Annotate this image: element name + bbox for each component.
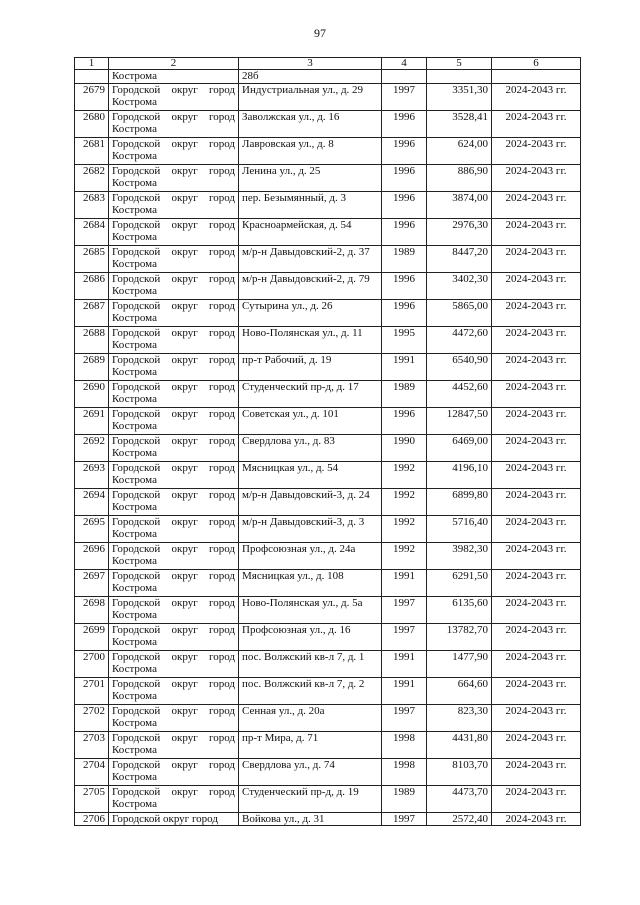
period-cell: 2024-2043 гг. bbox=[492, 137, 581, 164]
area-cell: 4452,60 bbox=[427, 380, 492, 407]
row-number-cell: 2702 bbox=[75, 704, 109, 731]
row-number-cell: 2693 bbox=[75, 461, 109, 488]
year-cell: 1997 bbox=[382, 812, 427, 826]
owner-cell: Городской округ город Кострома bbox=[109, 137, 239, 164]
owner-cell: Городской округ город Кострома bbox=[109, 515, 239, 542]
owner-cell: Городской округ город Кострома bbox=[109, 434, 239, 461]
year-cell: 1996 bbox=[382, 164, 427, 191]
area-cell: 2572,40 bbox=[427, 812, 492, 826]
area-cell: 664,60 bbox=[427, 677, 492, 704]
period-cell: 2024-2043 гг. bbox=[492, 380, 581, 407]
table-row bbox=[75, 623, 581, 650]
table-row bbox=[75, 164, 581, 191]
year-cell: 1992 bbox=[382, 542, 427, 569]
area-cell: 1477,90 bbox=[427, 650, 492, 677]
period-cell: 2024-2043 гг. bbox=[492, 353, 581, 380]
row-number-cell: 2691 bbox=[75, 407, 109, 434]
year-cell: 1997 bbox=[382, 704, 427, 731]
row-number-cell: 2682 bbox=[75, 164, 109, 191]
row-number-cell: 2704 bbox=[75, 758, 109, 785]
table-row bbox=[75, 758, 581, 785]
period-cell: 2024-2043 гг. bbox=[492, 758, 581, 785]
address-cell: Красноармейская, д. 54 bbox=[239, 218, 382, 245]
column-number-header-row bbox=[75, 58, 581, 70]
area-cell: 4431,80 bbox=[427, 731, 492, 758]
period-cell: 2024-2043 гг. bbox=[492, 677, 581, 704]
period-cell: 2024-2043 гг. bbox=[492, 650, 581, 677]
table-row bbox=[75, 218, 581, 245]
address-cell: Мясницкая ул., д. 54 bbox=[239, 461, 382, 488]
address-cell: пос. Волжский кв-л 7, д. 1 bbox=[239, 650, 382, 677]
year-cell: 1991 bbox=[382, 353, 427, 380]
owner-cell: Городской округ город Кострома bbox=[109, 542, 239, 569]
period-cell: 2024-2043 гг. bbox=[492, 164, 581, 191]
address-cell: м/р-н Давыдовский-3, д. 24 bbox=[239, 488, 382, 515]
area-cell: 13782,70 bbox=[427, 623, 492, 650]
period-cell: 2024-2043 гг. bbox=[492, 569, 581, 596]
area-cell: 6469,00 bbox=[427, 434, 492, 461]
owner-cell: Городской округ город Кострома bbox=[109, 218, 239, 245]
area-cell: 3402,30 bbox=[427, 272, 492, 299]
year-cell: 1992 bbox=[382, 488, 427, 515]
table-row bbox=[75, 569, 581, 596]
owner-cell: Городской округ город Кострома bbox=[109, 650, 239, 677]
year-cell: 1992 bbox=[382, 461, 427, 488]
table-row bbox=[75, 380, 581, 407]
period-cell: 2024-2043 гг. bbox=[492, 245, 581, 272]
area-cell: 6135,60 bbox=[427, 596, 492, 623]
area-cell: 4472,60 bbox=[427, 326, 492, 353]
owner-cell: Городской округ город Кострома bbox=[109, 299, 239, 326]
area-cell: 3528,41 bbox=[427, 110, 492, 137]
year-cell: 1989 bbox=[382, 380, 427, 407]
address-cell: Свердлова ул., д. 83 bbox=[239, 434, 382, 461]
row-number-cell: 2688 bbox=[75, 326, 109, 353]
year-cell: 1998 bbox=[382, 758, 427, 785]
area-cell: 624,00 bbox=[427, 137, 492, 164]
owner-cell: Городской округ город Кострома bbox=[109, 596, 239, 623]
column-header: 2 bbox=[109, 58, 239, 70]
owner-cell: Городской округ город Кострома bbox=[109, 407, 239, 434]
row-number-cell: 2697 bbox=[75, 569, 109, 596]
table-row bbox=[75, 407, 581, 434]
year-cell: 1996 bbox=[382, 299, 427, 326]
area-cell: 2976,30 bbox=[427, 218, 492, 245]
row-number-cell: 2696 bbox=[75, 542, 109, 569]
area-cell: 8103,70 bbox=[427, 758, 492, 785]
period-cell: 2024-2043 гг. bbox=[492, 542, 581, 569]
address-cell: пос. Волжский кв-л 7, д. 2 bbox=[239, 677, 382, 704]
period-cell: 2024-2043 гг. bbox=[492, 326, 581, 353]
period-cell: 2024-2043 гг. bbox=[492, 623, 581, 650]
table-row bbox=[75, 137, 581, 164]
row-number-cell: 2700 bbox=[75, 650, 109, 677]
address-cell: Мясницкая ул., д. 108 bbox=[239, 569, 382, 596]
column-header: 1 bbox=[75, 58, 109, 70]
period-cell bbox=[492, 70, 581, 84]
table-row bbox=[75, 677, 581, 704]
owner-cell: Городской округ город Кострома bbox=[109, 704, 239, 731]
table-row bbox=[75, 596, 581, 623]
year-cell: 1996 bbox=[382, 272, 427, 299]
owner-cell: Городской округ город Кострома bbox=[109, 380, 239, 407]
year-cell: 1997 bbox=[382, 623, 427, 650]
year-cell bbox=[382, 70, 427, 84]
area-cell: 6291,50 bbox=[427, 569, 492, 596]
year-cell: 1989 bbox=[382, 245, 427, 272]
period-cell: 2024-2043 гг. bbox=[492, 407, 581, 434]
row-number-cell: 2692 bbox=[75, 434, 109, 461]
table-row bbox=[75, 272, 581, 299]
address-cell: Свердлова ул., д. 74 bbox=[239, 758, 382, 785]
period-cell: 2024-2043 гг. bbox=[492, 461, 581, 488]
page-number: 97 bbox=[314, 26, 326, 40]
period-cell: 2024-2043 гг. bbox=[492, 704, 581, 731]
area-cell: 823,30 bbox=[427, 704, 492, 731]
row-number-cell: 2681 bbox=[75, 137, 109, 164]
table-row bbox=[75, 731, 581, 758]
address-cell: 28б bbox=[239, 70, 382, 84]
owner-cell: Городской округ город Кострома bbox=[109, 677, 239, 704]
table-row bbox=[75, 110, 581, 137]
table-row bbox=[75, 353, 581, 380]
owner-cell: Городской округ город Кострома bbox=[109, 83, 239, 110]
owner-cell: Городской округ город bbox=[109, 812, 239, 826]
row-number-cell: 2701 bbox=[75, 677, 109, 704]
owner-cell: Городской округ город Кострома bbox=[109, 623, 239, 650]
address-cell: м/р-н Давыдовский-2, д. 37 bbox=[239, 245, 382, 272]
table-row bbox=[75, 83, 581, 110]
address-cell: пер. Безымянный, д. 3 bbox=[239, 191, 382, 218]
address-cell: м/р-н Давыдовский-3, д. 3 bbox=[239, 515, 382, 542]
year-cell: 1996 bbox=[382, 191, 427, 218]
year-cell: 1989 bbox=[382, 785, 427, 812]
row-number-cell bbox=[75, 70, 109, 84]
table-row bbox=[75, 461, 581, 488]
address-cell: пр-т Мира, д. 71 bbox=[239, 731, 382, 758]
area-cell: 8447,20 bbox=[427, 245, 492, 272]
owner-cell: Городской округ город Кострома bbox=[109, 110, 239, 137]
owner-cell: Городской округ город Кострома bbox=[109, 353, 239, 380]
area-cell: 4196,10 bbox=[427, 461, 492, 488]
address-cell: Ленина ул., д. 25 bbox=[239, 164, 382, 191]
row-number-cell: 2689 bbox=[75, 353, 109, 380]
table-row bbox=[75, 812, 581, 826]
area-cell: 6540,90 bbox=[427, 353, 492, 380]
period-cell: 2024-2043 гг. bbox=[492, 272, 581, 299]
period-cell: 2024-2043 гг. bbox=[492, 812, 581, 826]
area-cell: 12847,50 bbox=[427, 407, 492, 434]
period-cell: 2024-2043 гг. bbox=[492, 596, 581, 623]
area-cell bbox=[427, 70, 492, 84]
year-cell: 1996 bbox=[382, 218, 427, 245]
owner-cell: Городской округ город Кострома bbox=[109, 326, 239, 353]
year-cell: 1997 bbox=[382, 83, 427, 110]
period-cell: 2024-2043 гг. bbox=[492, 299, 581, 326]
area-cell: 3982,30 bbox=[427, 542, 492, 569]
area-cell: 886,90 bbox=[427, 164, 492, 191]
period-cell: 2024-2043 гг. bbox=[492, 218, 581, 245]
table-row bbox=[75, 299, 581, 326]
row-number-cell: 2690 bbox=[75, 380, 109, 407]
owner-cell: Кострома bbox=[109, 70, 239, 84]
row-number-cell: 2680 bbox=[75, 110, 109, 137]
address-cell: Индустриальная ул., д. 29 bbox=[239, 83, 382, 110]
year-cell: 1990 bbox=[382, 434, 427, 461]
table-row bbox=[75, 785, 581, 812]
owner-cell: Городской округ город Кострома bbox=[109, 272, 239, 299]
address-cell: Профсоюзная ул., д. 24а bbox=[239, 542, 382, 569]
column-header: 6 bbox=[492, 58, 581, 70]
address-cell: Лавровская ул., д. 8 bbox=[239, 137, 382, 164]
owner-cell: Городской округ город Кострома bbox=[109, 731, 239, 758]
owner-cell: Городской округ город Кострома bbox=[109, 191, 239, 218]
row-number-cell: 2686 bbox=[75, 272, 109, 299]
table-row bbox=[75, 245, 581, 272]
row-number-cell: 2703 bbox=[75, 731, 109, 758]
row-number-cell: 2684 bbox=[75, 218, 109, 245]
year-cell: 1991 bbox=[382, 677, 427, 704]
address-cell: Сутырина ул., д. 26 bbox=[239, 299, 382, 326]
period-cell: 2024-2043 гг. bbox=[492, 731, 581, 758]
area-cell: 3351,30 bbox=[427, 83, 492, 110]
table-row bbox=[75, 326, 581, 353]
address-cell: Студенческий пр-д, д. 19 bbox=[239, 785, 382, 812]
row-number-cell: 2687 bbox=[75, 299, 109, 326]
address-cell: Профсоюзная ул., д. 16 bbox=[239, 623, 382, 650]
continuation-row bbox=[75, 70, 581, 84]
address-cell: м/р-н Давыдовский-2, д. 79 bbox=[239, 272, 382, 299]
area-cell: 4473,70 bbox=[427, 785, 492, 812]
period-cell: 2024-2043 гг. bbox=[492, 488, 581, 515]
year-cell: 1991 bbox=[382, 650, 427, 677]
owner-cell: Городской округ город Кострома bbox=[109, 461, 239, 488]
period-cell: 2024-2043 гг. bbox=[492, 83, 581, 110]
row-number-cell: 2698 bbox=[75, 596, 109, 623]
row-number-cell: 2679 bbox=[75, 83, 109, 110]
table-row bbox=[75, 191, 581, 218]
owner-cell: Городской округ город Кострома bbox=[109, 245, 239, 272]
owner-cell: Городской округ город Кострома bbox=[109, 164, 239, 191]
area-cell: 3874,00 bbox=[427, 191, 492, 218]
period-cell: 2024-2043 гг. bbox=[492, 110, 581, 137]
year-cell: 1991 bbox=[382, 569, 427, 596]
row-number-cell: 2705 bbox=[75, 785, 109, 812]
address-cell: Ново-Полянская ул., д. 5а bbox=[239, 596, 382, 623]
column-header: 3 bbox=[239, 58, 382, 70]
year-cell: 1998 bbox=[382, 731, 427, 758]
area-cell: 6899,80 bbox=[427, 488, 492, 515]
year-cell: 1995 bbox=[382, 326, 427, 353]
year-cell: 1996 bbox=[382, 137, 427, 164]
table-row bbox=[75, 488, 581, 515]
column-header: 5 bbox=[427, 58, 492, 70]
address-cell: Студенческий пр-д, д. 17 bbox=[239, 380, 382, 407]
period-cell: 2024-2043 гг. bbox=[492, 785, 581, 812]
period-cell: 2024-2043 гг. bbox=[492, 434, 581, 461]
owner-cell: Городской округ город Кострома bbox=[109, 488, 239, 515]
address-cell: Ново-Полянская ул., д. 11 bbox=[239, 326, 382, 353]
housing-registry-table bbox=[74, 57, 581, 826]
table-row bbox=[75, 542, 581, 569]
owner-cell: Городской округ город Кострома bbox=[109, 758, 239, 785]
column-header: 4 bbox=[382, 58, 427, 70]
address-cell: Войкова ул., д. 31 bbox=[239, 812, 382, 826]
row-number-cell: 2699 bbox=[75, 623, 109, 650]
row-number-cell: 2695 bbox=[75, 515, 109, 542]
year-cell: 1996 bbox=[382, 110, 427, 137]
table-row bbox=[75, 515, 581, 542]
area-cell: 5716,40 bbox=[427, 515, 492, 542]
owner-cell: Городской округ город Кострома bbox=[109, 569, 239, 596]
address-cell: Советская ул., д. 101 bbox=[239, 407, 382, 434]
row-number-cell: 2685 bbox=[75, 245, 109, 272]
row-number-cell: 2694 bbox=[75, 488, 109, 515]
table-row bbox=[75, 704, 581, 731]
owner-cell: Городской округ город Кострома bbox=[109, 785, 239, 812]
address-cell: Заволжская ул., д. 16 bbox=[239, 110, 382, 137]
year-cell: 1992 bbox=[382, 515, 427, 542]
table-row bbox=[75, 434, 581, 461]
row-number-cell: 2706 bbox=[75, 812, 109, 826]
area-cell: 5865,00 bbox=[427, 299, 492, 326]
period-cell: 2024-2043 гг. bbox=[492, 515, 581, 542]
row-number-cell: 2683 bbox=[75, 191, 109, 218]
address-cell: пр-т Рабочий, д. 19 bbox=[239, 353, 382, 380]
table-row bbox=[75, 650, 581, 677]
year-cell: 1997 bbox=[382, 596, 427, 623]
period-cell: 2024-2043 гг. bbox=[492, 191, 581, 218]
address-cell: Сенная ул., д. 20а bbox=[239, 704, 382, 731]
year-cell: 1996 bbox=[382, 407, 427, 434]
